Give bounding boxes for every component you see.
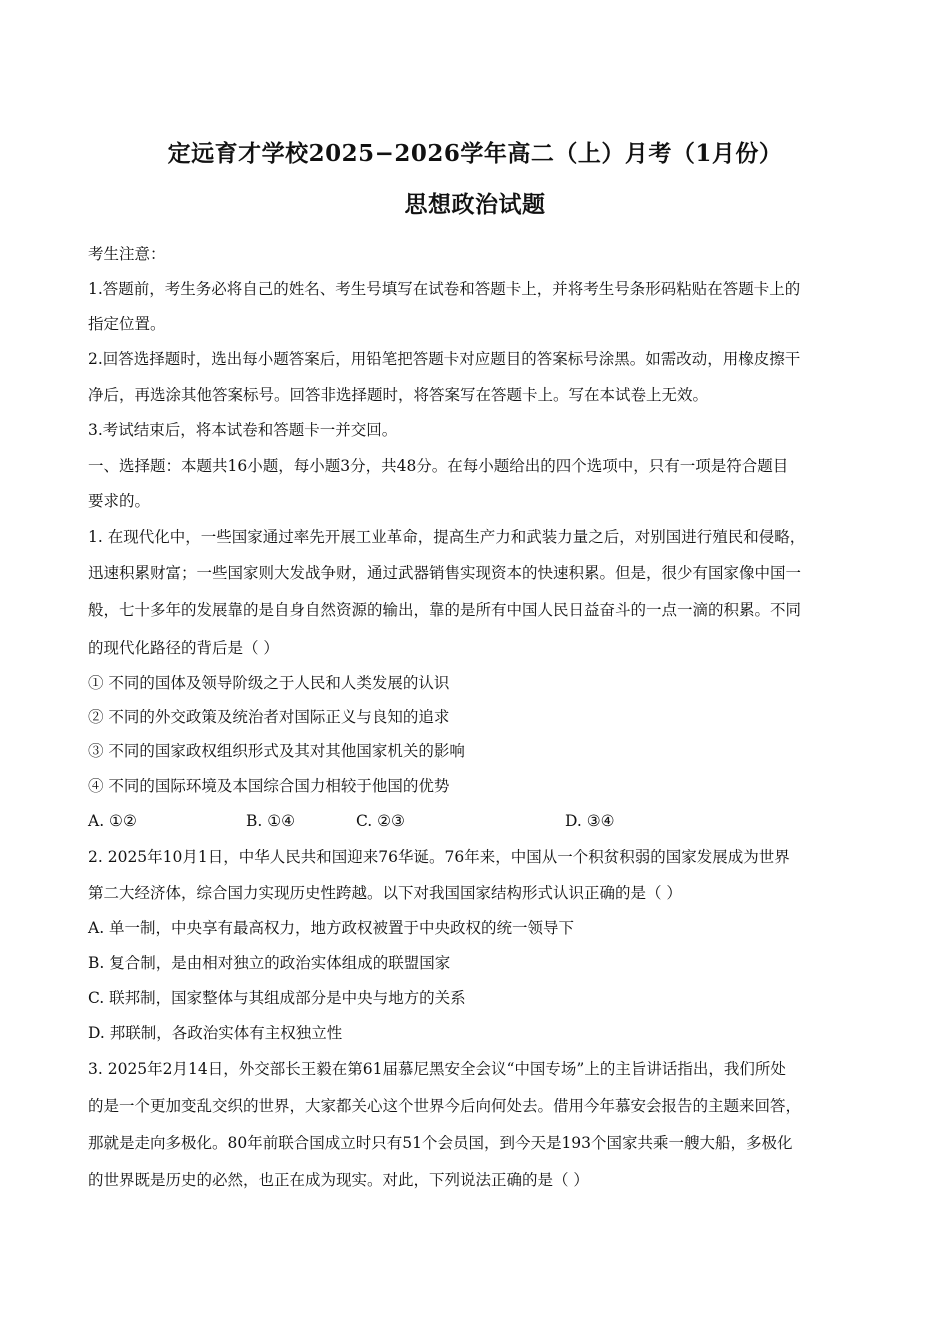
question-1-text: 般，七十多年的发展靠的是自身自然资源的输出，靠的是所有中国人民日益奋斗的一点一滴的积累。不同 bbox=[88, 601, 802, 619]
question-1-item: ② 不同的外交政策及统治者对国际正义与良知的追求 bbox=[88, 708, 450, 726]
question-1-option-c: C. ②③ bbox=[356, 812, 405, 830]
question-1-item: ③ 不同的国家政权组织形式及其对其他国家机关的影响 bbox=[88, 742, 465, 760]
notice-line: 指定位置。 bbox=[88, 315, 166, 333]
exam-title: 定远育才学校2025−2026学年高二（上）月考（1月份） bbox=[167, 140, 783, 167]
notice-heading: 考生注意： bbox=[88, 245, 166, 263]
question-2-text: 第二大经济体，综合国力实现历史性跨越。以下对我国国家结构形式认识正确的是（ ） bbox=[88, 884, 682, 902]
notice-line: 2.回答选择题时，选出每小题答案后，用铅笔把答题卡对应题目的答案标号涂黑。如需改动，用橡皮擦干 bbox=[88, 350, 801, 368]
question-1-text: 1. 在现代化中，一些国家通过率先开展工业革命，提高生产力和武装力量之后，对别国进行殖民和侵略， bbox=[88, 528, 806, 546]
question-3-text: 3. 2025年2月14日，外交部长王毅在第61届慕尼黑安全会议“中国专场”上的主旨讲话指出，我们所处 bbox=[88, 1060, 786, 1078]
section-heading: 一、选择题：本题共16小题，每小题3分，共48分。在每小题给出的四个选项中，只有一项是符合题目 bbox=[88, 457, 789, 475]
exam-subtitle: 思想政治试题 bbox=[404, 191, 546, 218]
question-1-text: 迅速积累财富；一些国家则大发战争财，通过武器销售实现资本的快速积累。但是，很少有国家像中国一 bbox=[88, 564, 802, 582]
question-2-text: 2. 2025年10月1日，中华人民共和国迎来76华诞。76年来，中国从一个积贫积弱的国家发展成为世界 bbox=[88, 848, 790, 866]
question-2-option-b: B. 复合制，是由相对独立的政治实体组成的联盟国家 bbox=[88, 954, 451, 972]
question-1-option-a: A. ①② bbox=[88, 812, 137, 830]
section-heading: 要求的。 bbox=[88, 492, 151, 510]
question-1-text: 的现代化路径的背后是（ ） bbox=[88, 639, 279, 657]
notice-line: 3.考试结束后，将本试卷和答题卡一并交回。 bbox=[88, 421, 398, 439]
question-1-item: ① 不同的国体及领导阶级之于人民和人类发展的认识 bbox=[88, 674, 450, 692]
notice-line: 净后，再选涂其他答案标号。回答非选择题时，将答案写在答题卡上。写在本试卷上无效。 bbox=[88, 386, 709, 404]
question-2-option-c: C. 联邦制，国家整体与其组成部分是中央与地方的关系 bbox=[88, 989, 466, 1007]
question-1-option-d: D. ③④ bbox=[565, 812, 615, 830]
question-3-text: 的世界既是历史的必然，也正在成为现实。对此，下列说法正确的是（ ） bbox=[88, 1171, 589, 1189]
question-2-option-a: A. 单一制，中央享有最高权力，地方政权被置于中央政权的统一领导下 bbox=[88, 919, 575, 937]
question-1-option-b: B. ①④ bbox=[246, 812, 296, 830]
question-3-text: 的是一个更加变乱交织的世界，大家都关心这个世界今后向何处去。借用今年慕安会报告的主题来回答， bbox=[88, 1097, 802, 1115]
question-1-item: ④ 不同的国际环境及本国综合国力相较于他国的优势 bbox=[88, 777, 450, 795]
question-3-text: 那就是走向多极化。80年前联合国成立时只有51个会员国，到今天是193个国家共乘一艘大船，多极化 bbox=[88, 1134, 793, 1152]
question-2-option-d: D. 邦联制，各政治实体有主权独立性 bbox=[88, 1024, 343, 1042]
notice-line: 1.答题前，考生务必将自己的姓名、考生号填写在试卷和答题卡上，并将考生号条形码粘贴在答题卡上的 bbox=[88, 280, 801, 298]
